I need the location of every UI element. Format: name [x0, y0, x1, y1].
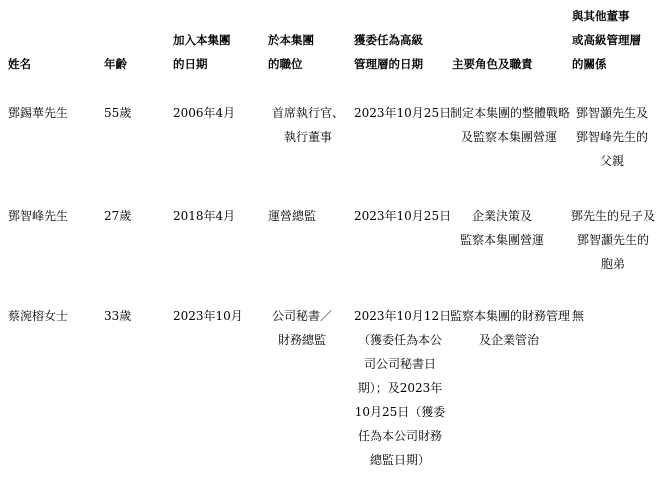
header-age: 年齡 — [104, 57, 127, 71]
cell-roles-line: 監察本集團營運 — [459, 233, 544, 247]
header-relationship — [572, 4, 641, 76]
cell-position-line: 運營總監 — [268, 209, 317, 223]
cell-relationship-line: 無 — [572, 309, 585, 323]
cell-joined: 2018年4月 — [173, 209, 236, 223]
header-joined-line: 加入本集團 — [173, 33, 231, 47]
cell-name: 鄧智峰先生 — [8, 209, 69, 223]
cell-position-line: 財務總監 — [277, 333, 326, 347]
cell-relationship — [572, 304, 584, 328]
cell-position-line: 執行董事 — [283, 130, 332, 144]
header-position — [268, 28, 314, 76]
cell-relationship-line: 鄧智灝先生及 — [575, 106, 648, 120]
cell-age: 55歲 — [104, 106, 132, 120]
cell-roles — [450, 304, 571, 352]
cell-appointed-line: 期）；及2023年 — [357, 381, 443, 395]
header-appointed — [354, 28, 423, 76]
header-joined-line: 的日期 — [173, 57, 208, 71]
cell-roles-line: 及監察本集團營運 — [460, 130, 557, 144]
cell-relationship-line: 鄧智灝先生的 — [576, 233, 649, 247]
cell-appointed-line: 2023年10月25日 — [354, 209, 452, 223]
cell-age: 33歲 — [104, 309, 132, 323]
cell-appointed-line: 總監日期） — [369, 453, 430, 467]
cell-relationship-line: 鄧智峰先生的 — [575, 130, 648, 144]
cell-roles-line: 及企業管治 — [478, 333, 539, 347]
cell-appointed-line: 任為本公司財務 — [357, 429, 442, 443]
header-appointed-line: 獲委任為高級 — [354, 33, 423, 47]
cell-roles — [450, 101, 571, 149]
cell-name: 蔡涴榕女士 — [8, 309, 69, 323]
cell-appointed — [354, 204, 451, 228]
header-position-line: 的職位 — [268, 57, 303, 71]
header-name: 姓名 — [8, 57, 31, 71]
header-relationship-line: 或高級管理層 — [572, 33, 641, 47]
cell-position — [268, 204, 316, 228]
cell-position — [268, 101, 348, 149]
cell-roles-line: 監察本集團的財務管理 — [450, 309, 571, 323]
cell-roles — [450, 204, 554, 252]
cell-age: 27歲 — [104, 209, 132, 223]
cell-appointed-line: 司公司秘書日 — [363, 357, 436, 371]
cell-joined: 2023年10月 — [173, 309, 243, 323]
cell-relationship-line: 鄧先生的兒子及 — [570, 209, 655, 223]
cell-name: 鄧錫華先生 — [8, 106, 69, 120]
cell-appointed-line: 2023年10月25日 — [354, 106, 452, 120]
cell-roles-line: 企業決策及 — [471, 209, 532, 223]
cell-relationship-line: 父親 — [599, 154, 624, 168]
cell-position-line: 公司秘書／ — [271, 309, 332, 323]
cell-joined: 2006年4月 — [173, 106, 236, 120]
header-joined — [173, 28, 231, 76]
cell-relationship — [570, 101, 654, 173]
cell-appointed-line: （獲委任為本公 — [357, 333, 442, 347]
cell-appointed — [354, 101, 451, 125]
cell-appointed — [354, 304, 452, 472]
cell-relationship — [570, 204, 656, 276]
cell-roles-line: 制定本集團的整體戰略 — [450, 106, 571, 120]
header-appointed-line: 管理層的日期 — [354, 57, 423, 71]
cell-position — [268, 304, 336, 352]
cell-appointed-line: 10月25日（獲委 — [354, 405, 446, 419]
cell-appointed-line: 2023年10月12日 — [354, 309, 452, 323]
header-position-line: 於本集團 — [268, 33, 314, 47]
cell-position-line: 首席執行官、 — [271, 106, 344, 120]
header-relationship-line: 的關係 — [572, 57, 607, 71]
header-relationship-line: 與其他董事 — [572, 9, 630, 23]
header-roles: 主要角色及職責 — [452, 57, 533, 71]
cell-relationship-line: 胞弟 — [600, 257, 625, 271]
